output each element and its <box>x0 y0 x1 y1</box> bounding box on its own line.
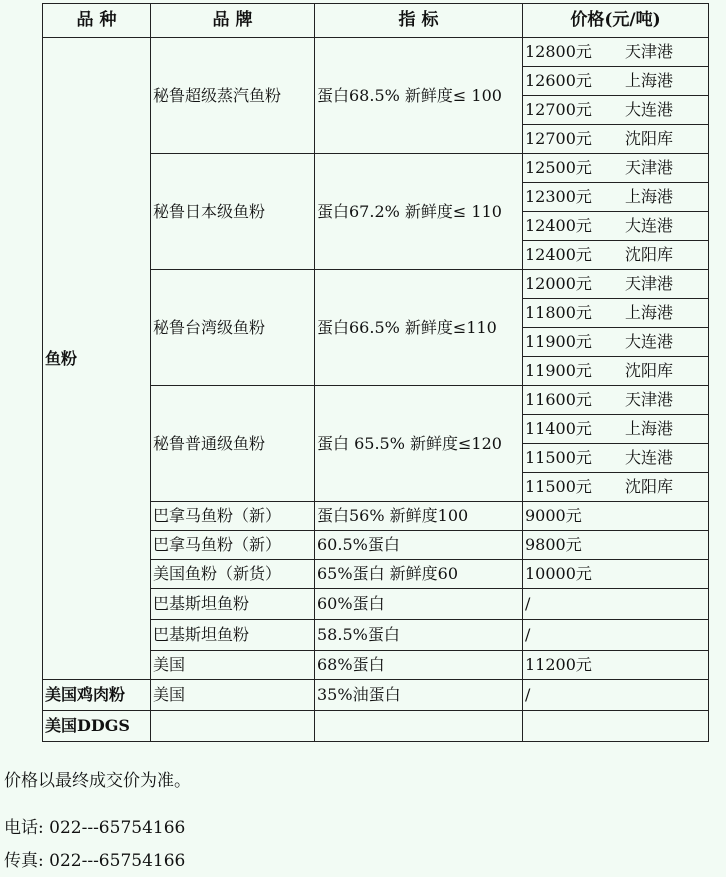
brand-cell: 秘鲁台湾级鱼粉 <box>151 270 315 386</box>
header-variety: 品 种 <box>43 4 151 38</box>
price-cell <box>523 444 709 473</box>
price-cell: 11200元 <box>523 651 709 680</box>
brand-cell: 巴拿马鱼粉（新） <box>151 502 315 531</box>
brand-cell: 巴拿马鱼粉（新） <box>151 531 315 560</box>
brand-cell: 秘鲁日本级鱼粉 <box>151 154 315 270</box>
price-location: 上海港 <box>625 187 674 207</box>
price-note: 价格以最终成交价为准。 <box>4 771 191 791</box>
price-location: 沈阳库 <box>625 361 674 381</box>
price-cell <box>523 154 709 183</box>
price-location: 沈阳库 <box>625 245 674 265</box>
price-cell: 9800元 <box>523 531 709 560</box>
price-cell <box>523 67 709 96</box>
header-row <box>43 4 709 38</box>
brand-cell: 美国 <box>151 651 315 680</box>
price-value: 11900元 <box>525 332 592 352</box>
price-cell <box>523 386 709 415</box>
brand-cell: 美国 <box>151 680 315 711</box>
price-value: 12700元 <box>525 100 592 120</box>
spec-cell: 蛋白67.2% 新鲜度≤ 110 <box>315 154 523 270</box>
price-value: 11500元 <box>525 477 592 497</box>
brand-cell: 秘鲁普通级鱼粉 <box>151 386 315 502</box>
price-value: 12500元 <box>525 158 592 178</box>
spec-cell: 60%蛋白 <box>315 589 523 620</box>
price-cell: / <box>523 680 709 711</box>
price-cell: 10000元 <box>523 560 709 589</box>
spec-cell: 35%油蛋白 <box>315 680 523 711</box>
spec-cell: 68%蛋白 <box>315 651 523 680</box>
price-location: 沈阳库 <box>625 129 674 149</box>
price-location: 大连港 <box>625 448 674 468</box>
price-value: 12400元 <box>525 216 592 236</box>
price-cell <box>523 357 709 386</box>
category-chicken: 美国鸡肉粉 <box>43 680 151 711</box>
category-ddgs: 美国DDGS <box>43 711 151 742</box>
price-location: 天津港 <box>625 158 674 178</box>
price-location: 上海港 <box>625 419 674 439</box>
fax-line: 传真: 022---65754166 <box>4 851 186 871</box>
price-cell <box>523 328 709 357</box>
price-cell <box>523 212 709 241</box>
table-row <box>43 38 709 67</box>
phone-line: 电话: 022---65754166 <box>4 818 186 838</box>
table-row <box>43 680 709 711</box>
table-row <box>43 711 709 742</box>
brand-cell: 巴基斯坦鱼粉 <box>151 620 315 651</box>
price-location: 沈阳库 <box>625 477 674 497</box>
price-value: 12700元 <box>525 129 592 149</box>
price-location: 大连港 <box>625 100 674 120</box>
price-cell <box>523 415 709 444</box>
spec-cell: 65%蛋白 新鲜度60 <box>315 560 523 589</box>
price-cell <box>523 96 709 125</box>
brand-cell: 巴基斯坦鱼粉 <box>151 589 315 620</box>
category-fishmeal: 鱼粉 <box>43 38 151 680</box>
price-value: 12800元 <box>525 42 592 62</box>
price-cell <box>523 270 709 299</box>
price-value: 11800元 <box>525 303 592 323</box>
spec-cell: 58.5%蛋白 <box>315 620 523 651</box>
header-brand: 品 牌 <box>151 4 315 38</box>
price-cell <box>523 473 709 502</box>
price-cell <box>523 299 709 328</box>
price-cell <box>523 125 709 154</box>
spec-cell <box>315 711 523 742</box>
price-location: 天津港 <box>625 390 674 410</box>
price-cell: 9000元 <box>523 502 709 531</box>
price-location: 大连港 <box>625 332 674 352</box>
price-value: 11600元 <box>525 390 592 410</box>
price-value: 11400元 <box>525 419 592 439</box>
price-value: 12000元 <box>525 274 592 294</box>
spec-cell: 蛋白56% 新鲜度100 <box>315 502 523 531</box>
price-value: 12400元 <box>525 245 592 265</box>
spec-cell: 蛋白66.5% 新鲜度≤110 <box>315 270 523 386</box>
price-cell: / <box>523 589 709 620</box>
price-value: 11500元 <box>525 448 592 468</box>
price-location: 天津港 <box>625 274 674 294</box>
header-price: 价格(元/吨) <box>523 4 709 38</box>
price-cell <box>523 183 709 212</box>
brand-cell <box>151 711 315 742</box>
price-location: 上海港 <box>625 71 674 91</box>
spec-cell: 蛋白 65.5% 新鲜度≤120 <box>315 386 523 502</box>
price-location: 大连港 <box>625 216 674 236</box>
spec-cell: 60.5%蛋白 <box>315 531 523 560</box>
price-location: 天津港 <box>625 42 674 62</box>
price-value: 11900元 <box>525 361 592 381</box>
brand-cell: 美国鱼粉（新货） <box>151 560 315 589</box>
brand-cell: 秘鲁超级蒸汽鱼粉 <box>151 38 315 154</box>
price-value: 12600元 <box>525 71 592 91</box>
header-spec: 指 标 <box>315 4 523 38</box>
price-cell: / <box>523 620 709 651</box>
price-location: 上海港 <box>625 303 674 323</box>
spec-cell: 蛋白68.5% 新鲜度≤ 100 <box>315 38 523 154</box>
price-cell <box>523 241 709 270</box>
price-cell <box>523 711 709 742</box>
price-value: 12300元 <box>525 187 592 207</box>
price-cell <box>523 38 709 67</box>
price-table <box>42 3 709 742</box>
